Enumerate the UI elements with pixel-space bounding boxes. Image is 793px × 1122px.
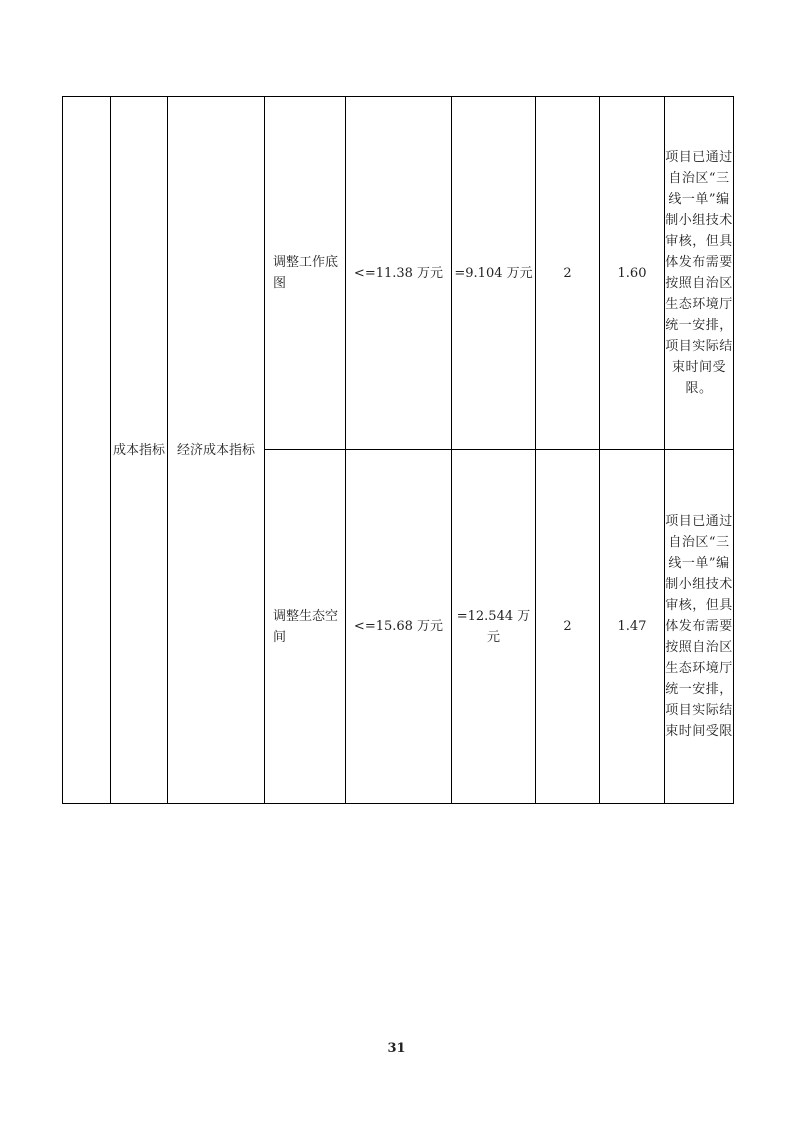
note-cell: 项目已通过自治区“三线一单”编制小组技术审核，但具体发布需要按照自治区生态环境厅统一安排，项目实际结束时间受限。 xyxy=(665,97,734,450)
actual-value-cell: =12.544 万元 xyxy=(452,450,536,804)
performance-table xyxy=(62,96,734,804)
page-number: 31 xyxy=(387,1041,406,1056)
score-cell: 1.47 xyxy=(600,450,665,804)
table-row xyxy=(63,97,734,450)
actual-value-cell: =9.104 万元 xyxy=(452,97,536,450)
level2-indicator-cell: 成本指标 xyxy=(111,97,168,804)
indicator-name-cell: 调整生态空间 xyxy=(265,450,346,804)
target-value-cell: <=15.68 万元 xyxy=(346,450,452,804)
note-cell: 项目已通过自治区“三线一单”编制小组技术审核，但具体发布需要按照自治区生态环境厅统一安排，项目实际结束时间受限 xyxy=(665,450,734,804)
weight-cell: 2 xyxy=(536,450,600,804)
indicator-name-cell: 调整工作底图 xyxy=(265,97,346,450)
target-value-cell: <=11.38 万元 xyxy=(346,97,452,450)
level1-indicator-cell xyxy=(63,97,111,804)
level3-indicator-cell: 经济成本指标 xyxy=(168,97,265,804)
score-cell: 1.60 xyxy=(600,97,665,450)
weight-cell: 2 xyxy=(536,97,600,450)
